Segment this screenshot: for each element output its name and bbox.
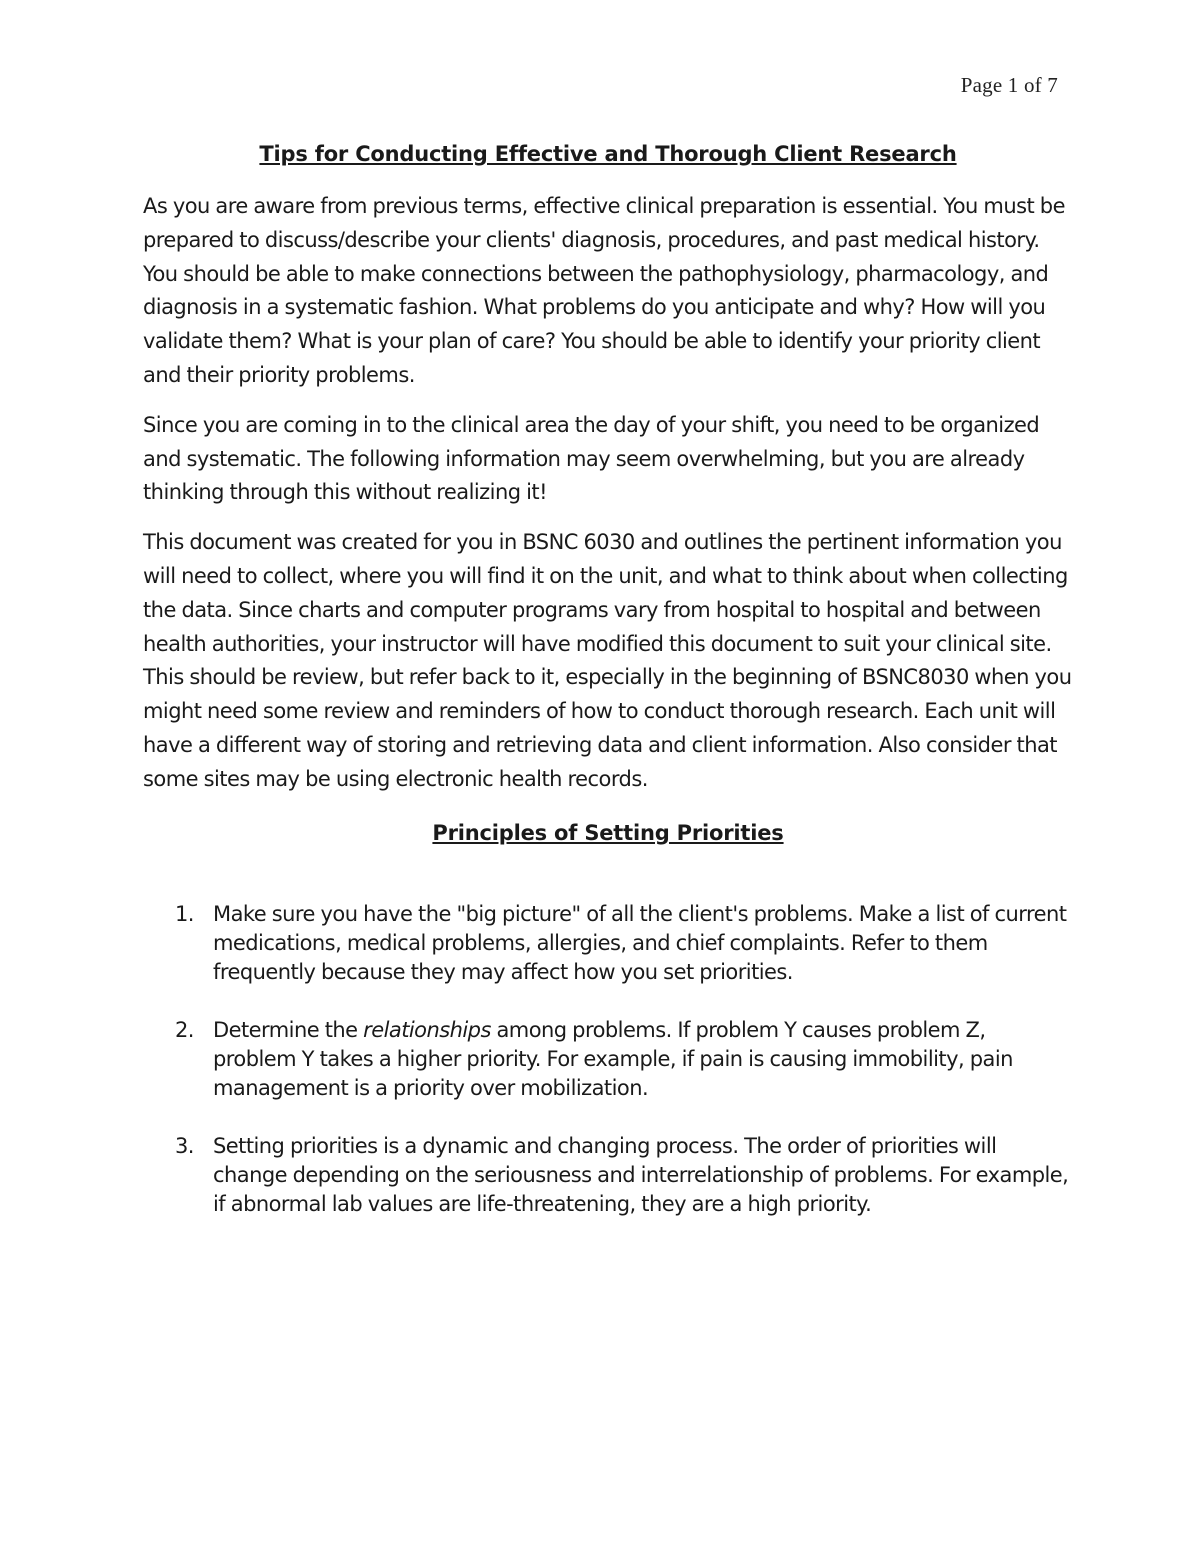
list-item-number: 1. — [175, 901, 194, 926]
list-item-text-after: among problems. If problem Y causes problem Z, problem Y takes a higher priority. For example, if pain is causing immobility, pain management is a priority over mobilization. — [213, 1017, 1013, 1100]
page-number: Page 1 of 7 — [960, 73, 1058, 97]
list-item-number: 3. — [175, 1133, 194, 1158]
list-item-text: Setting priorities is a dynamic and changing process. The order of priorities will change depending on the seriousness and interrelationship of problems. For example, if abnormal lab values are life-threatening, they are a high priority. — [213, 1133, 1069, 1216]
section-title: Principles of Setting Priorities — [432, 820, 784, 845]
organization-paragraph: Since you are coming in to the clinical area the day of your shift, you need to be organized and systematic. The following information may seem overwhelming, but you are already thinking through this without realizing it! — [143, 412, 1040, 505]
document-title: Tips for Conducting Effective and Thorough Client Research — [259, 142, 957, 166]
intro-paragraph: As you are aware from previous terms, effective clinical preparation is essential. You must be prepared to discuss/describe your clients' diagnosis, procedures, and past medical history. You should be able to make connections between the pathophysiology, pharmacology, and diagnosis in a systematic fashion. What problems do you anticipate and why? How will you validate them? What is your plan of care? You should be able to identify your priority client and their priority problems. — [143, 194, 1065, 387]
list-item — [143, 1132, 1073, 1219]
list-item-text: Make sure you have the "big picture" of all the client's problems. Make a list of current medications, medical problems, allergies, and chief complaints. Refer to them frequently because they may affect how you set priorities. — [213, 901, 1067, 984]
list-item-emphasis: relationships — [363, 1017, 491, 1042]
list-item — [143, 900, 1073, 987]
list-item-number: 2. — [175, 1017, 194, 1042]
list-item — [143, 1016, 1073, 1103]
list-item-text-before: Determine the — [213, 1017, 364, 1042]
document-purpose-paragraph: This document was created for you in BSNC 6030 and outlines the pertinent information you will need to collect, where you will find it on the unit, and what to think about when collecting the data. Since charts and computer programs vary from hospital to hospital and between health authorities, your instructor will have modified this document to suit your clinical site. This should be review, but refer back to it, especially in the beginning of BSNC8030 when you might need some review and reminders of how to conduct thorough research. Each unit will have a different way of storing and retrieving data and client information. Also consider that some sites may be using electronic health records. — [143, 530, 1072, 791]
document-content — [143, 142, 1073, 1248]
priorities-list — [143, 900, 1073, 1219]
